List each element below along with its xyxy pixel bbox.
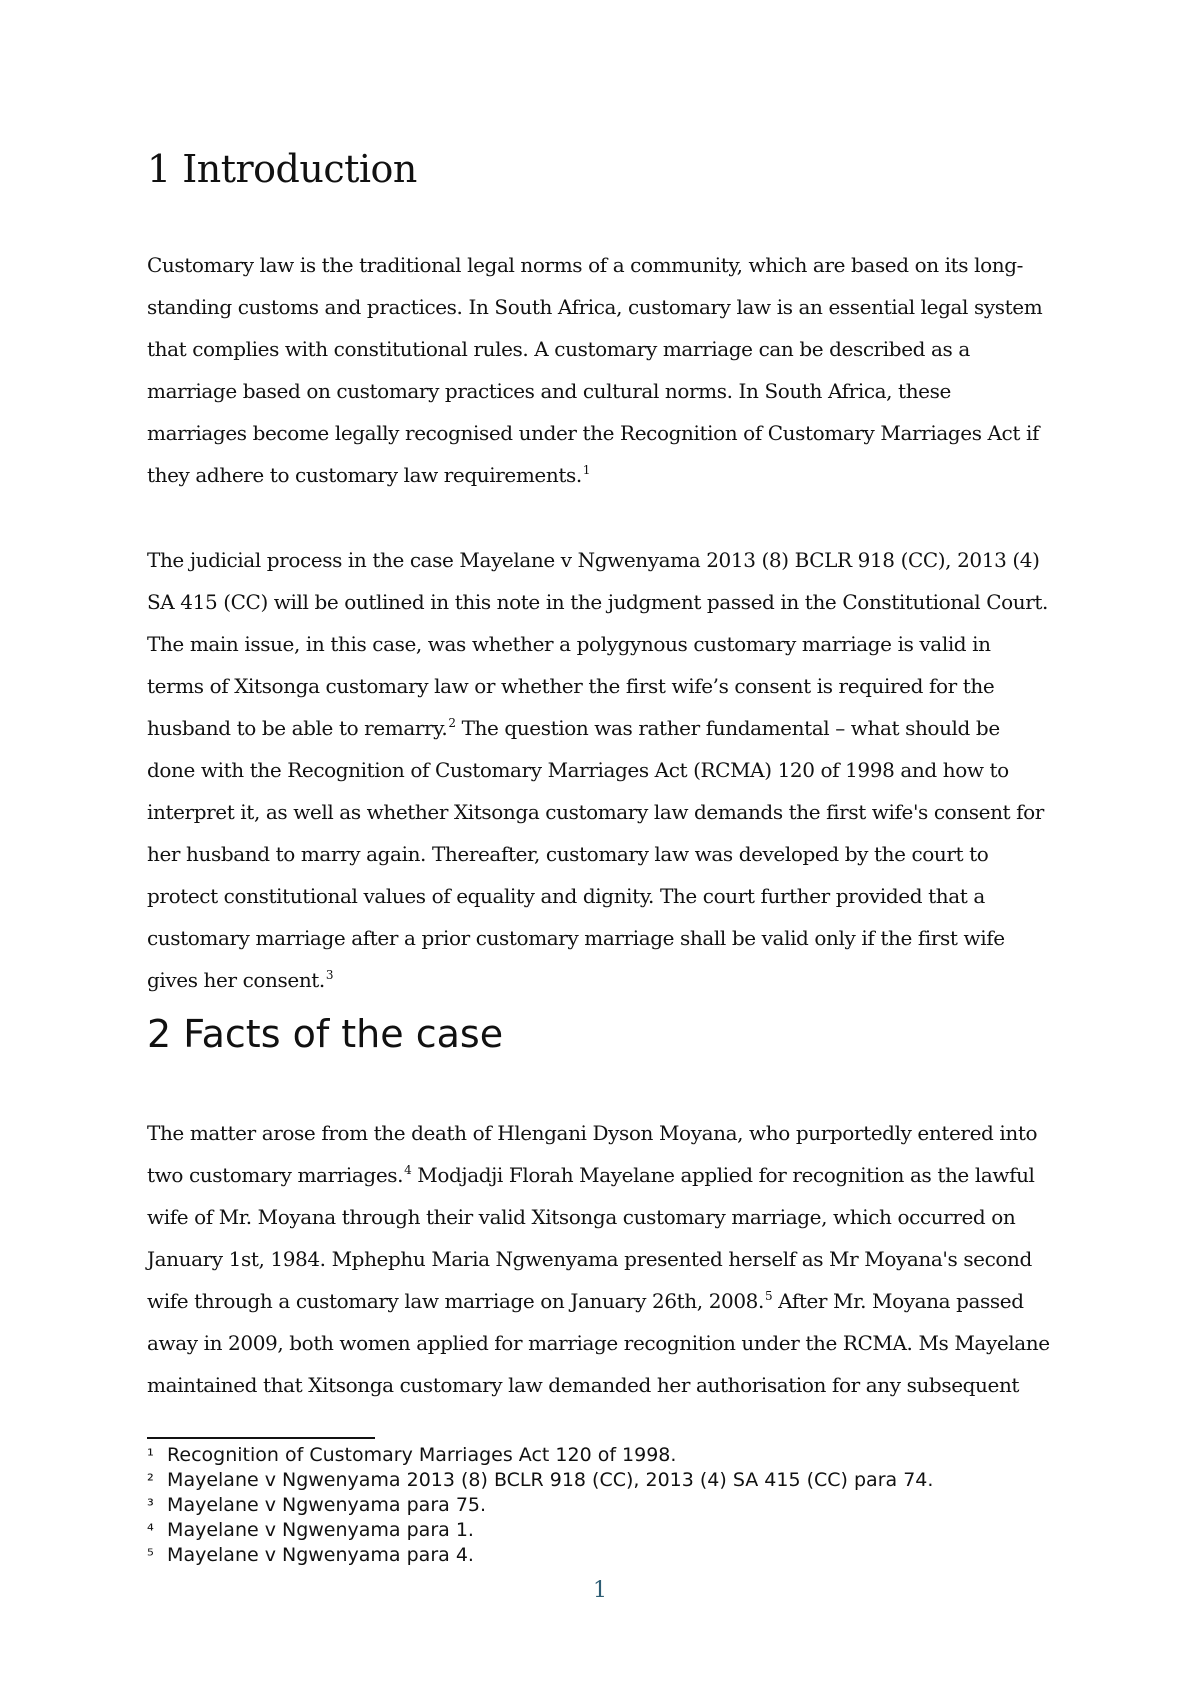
footnote-text: Mayelane v Ngwenyama 2013 (8) BCLR 918 (CC), 2013 (4) SA 415 (CC) para 74. (167, 1469, 934, 1491)
paragraph-facts-1 (147, 1112, 1052, 1406)
footnote-mark: ⁵ (147, 1546, 154, 1566)
footnote-item (147, 1518, 933, 1543)
paragraph-intro-2 (147, 539, 1052, 1001)
footnote-reference[interactable]: 1 (582, 463, 591, 477)
footnote-text: Mayelane v Ngwenyama para 75. (167, 1494, 487, 1516)
footnote-separator (147, 1437, 375, 1439)
page-number: 1 (593, 1578, 607, 1603)
footnote-item (147, 1443, 933, 1468)
footnote-mark: ⁴ (147, 1521, 154, 1541)
footnote-text: Mayelane v Ngwenyama para 1. (167, 1519, 474, 1541)
heading-introduction: 1 Introduction (147, 147, 417, 191)
footnote-reference[interactable]: 2 (448, 716, 456, 730)
footnote-mark: ³ (147, 1496, 154, 1516)
paragraph-text: The question was rather fundamental – what should be done with the Recognition of Customary Marriages Act (RCMA) 120 of 1998 and how to interpret it, as well as whether Xitsonga customary law demands the first wife's consent for her husband to marry again. Thereafter, customary law was developed by the court to protect constitutional values of equality and dignity. The court further provided that a customary marriage after a prior customary marriage shall be valid only if the first wife gives her consent. (147, 716, 1044, 992)
heading-facts-of-the-case: 2 Facts of the case (147, 1012, 504, 1056)
footnote-item (147, 1493, 933, 1518)
footnotes-list (147, 1443, 933, 1568)
footnote-item (147, 1468, 933, 1493)
footnote-reference[interactable]: 3 (325, 968, 334, 982)
footnote-item (147, 1543, 933, 1568)
footnote-mark: ¹ (147, 1446, 154, 1466)
paragraph-text: The judicial process in the case Mayelane v Ngwenyama 2013 (8) BCLR 918 (CC), 2013 (4) SA 415 (CC) will be outlined in this note in the judgment passed in the Constitutional Court. The main issue, in this case, was whether a polygynous customary marriage is valid in terms of Xitsonga customary law or whether the first wife’s consent is required for the husband to be able to remarry. (147, 548, 1048, 740)
footnote-reference[interactable]: 5 (764, 1289, 773, 1303)
paragraph-intro-1 (147, 244, 1052, 496)
footnote-reference[interactable]: 4 (404, 1163, 412, 1177)
footnote-text: Recognition of Customary Marriages Act 120 of 1998. (167, 1444, 677, 1466)
footnote-text: Mayelane v Ngwenyama para 4. (167, 1544, 474, 1566)
paragraph-text: Customary law is the traditional legal norms of a community, which are based on its long-standing customs and practices. In South Africa, customary law is an essential legal system that complies with constitutional rules. A customary marriage can be described as a marriage based on customary practices and cultural norms. In South Africa, these marriages become legally recognised under the Recognition of Customary Marriages Act if they adhere to customary law requirements. (147, 253, 1043, 487)
paragraph-text: After Mr. Moyana passed away in 2009, both women applied for marriage recognition under the RCMA. Ms Mayelane maintained that Xitsonga customary law demanded her authorisation for any subsequent (147, 1289, 1050, 1397)
paragraph-text: The matter arose from the death of Hlengani Dyson Moyana, who purportedly entered into two customary marriages. (147, 1121, 1038, 1187)
paragraph-text: Modjadji Florah Mayelane applied for recognition as the lawful wife of Mr. Moyana through their valid Xitsonga customary marriage, which occurred on January 1st, 1984. Mphephu Maria Ngwenyama presented herself as Mr Moyana's second wife through a customary law marriage on January 26th, 2008. (147, 1163, 1035, 1313)
footnote-mark: ² (147, 1471, 154, 1491)
